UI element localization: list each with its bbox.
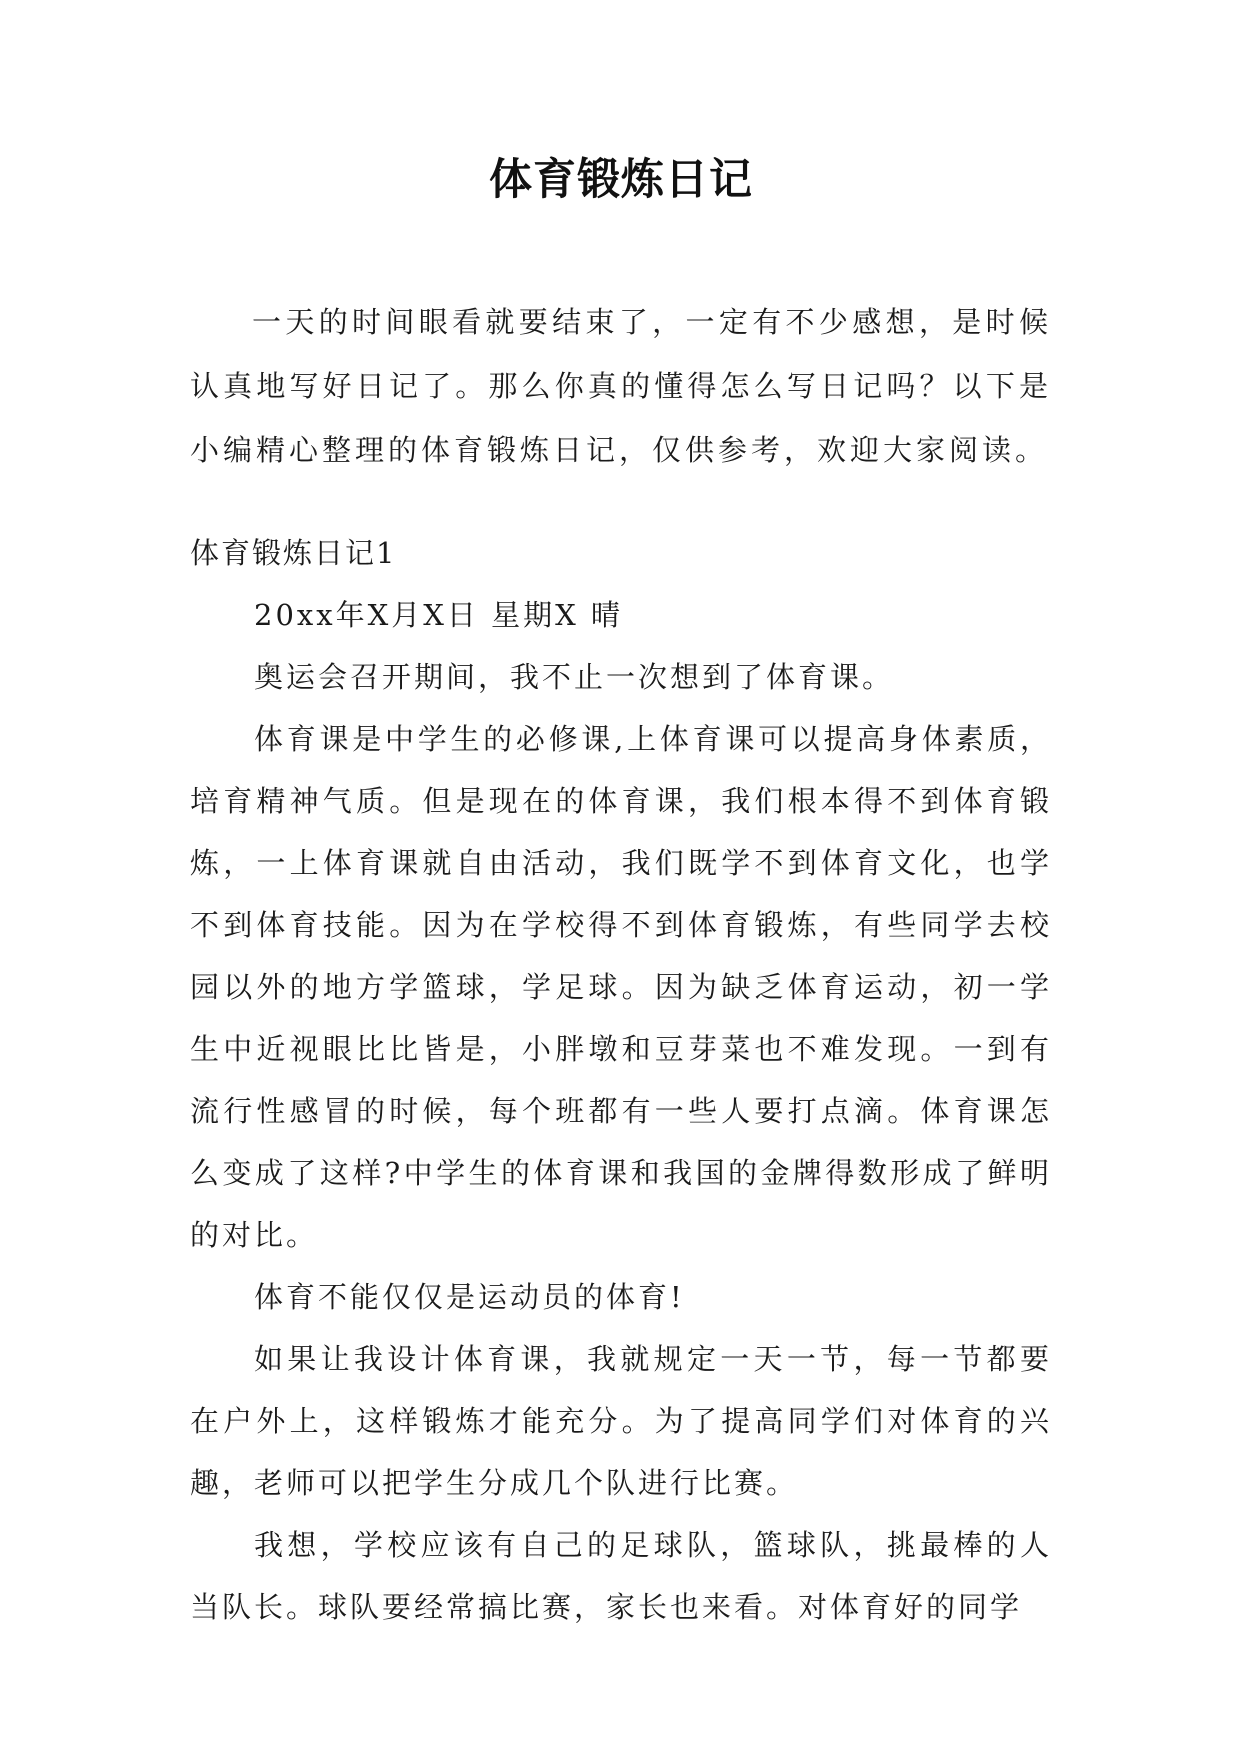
intro-paragraph: 一天的时间眼看就要结束了，一定有不少感想，是时候认真地写好日记了。那么你真的懂得怎么写日记吗？以下是小编精心整理的体育锻炼日记，仅供参考，欢迎大家阅读。	[190, 305, 1052, 467]
diary-entry	[190, 522, 1052, 1638]
body-paragraph: 我想，学校应该有自己的足球队，篮球队，挑最棒的人当队长。球队要经常搞比赛，家长也来看。对体育好的同学	[190, 1528, 1052, 1624]
document-title: 体育锻炼日记	[489, 155, 753, 205]
body-paragraph: 体育不能仅仅是运动员的体育!	[254, 1280, 685, 1314]
section-heading: 体育锻炼日记1	[190, 536, 397, 570]
body-paragraph: 如果让我设计体育课，我就规定一天一节，每一节都要在户外上，这样锻炼才能充分。为了提高同学们对体育的兴趣，老师可以把学生分成几个队进行比赛。	[190, 1342, 1052, 1500]
date-line: 20xx年X月X日 星期X 晴	[254, 598, 623, 632]
body-paragraph: 体育课是中学生的必修课,上体育课可以提高身体素质，培育精神气质。但是现在的体育课，我们根本得不到体育锻炼，一上体育课就自由活动，我们既学不到体育文化，也学不到体育技能。因为在学校得不到体育锻炼，有些同学去校园以外的地方学篮球，学足球。因为缺乏体育运动，初一学生中近视眼比比皆是，小胖墩和豆芽菜也不难发现。一到有流行性感冒的时候，每个班都有一些人要打点滴。体育课怎么变成了这样?中学生的体育课和我国的金牌得数形成了鲜明的对比。	[190, 722, 1052, 1252]
body-paragraph: 奥运会召开期间，我不止一次想到了体育课。	[254, 660, 895, 694]
